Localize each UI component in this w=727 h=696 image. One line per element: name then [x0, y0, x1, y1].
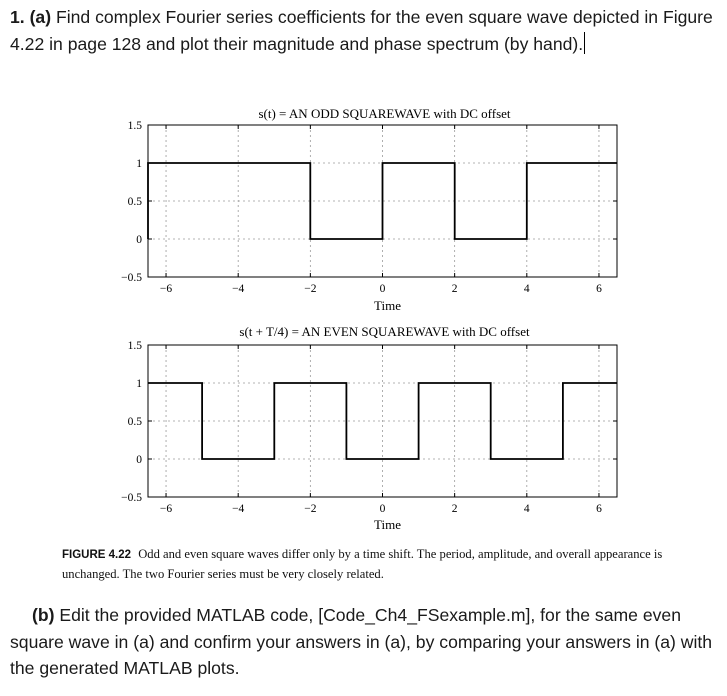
- y-tick-label: 0: [136, 454, 142, 466]
- question-1b-text: Edit the provided MATLAB code, [Code_Ch4_FSexample.m], for the same even square wave in (a) and confirm your answers in (a), by comparing your answers in (a) with the generated MATLAB plots.: [10, 605, 713, 678]
- y-tick-label: 1.5: [127, 340, 142, 352]
- x-tick-label: 4: [523, 503, 530, 515]
- x-tick-label: −6: [159, 283, 173, 295]
- x-tick-label: −4: [232, 503, 245, 515]
- chart-title: s(t) = AN ODD SQUAREWAVE with DC offset: [258, 106, 511, 121]
- x-tick-label: 0: [379, 283, 386, 295]
- figure-caption-text: Odd and even square waves differ only by a time shift. The period, amplitude, and overall appearance is unchanged. The two Fourier series must be very closely related.: [62, 547, 663, 581]
- figure-caption: [62, 545, 672, 583]
- x-tick-label: −6: [159, 503, 173, 515]
- question-1a-text: Find complex Fourier series coefficients for the even square wave depicted in Figure 4.22 in page 128 and plot their magnitude and phase spectrum (by hand).: [10, 7, 713, 54]
- x-tick-label: −2: [304, 283, 317, 295]
- x-tick-label: 6: [596, 283, 602, 295]
- odd-squarewave-chart: [121, 106, 617, 313]
- x-tick-label: 6: [596, 503, 602, 515]
- chart-title: s(t + T/4) = AN EVEN SQUAREWAVE with DC offset: [239, 324, 530, 339]
- y-tick-label: 1.5: [127, 120, 142, 132]
- y-tick-label: −0.5: [121, 492, 142, 504]
- question-1b: [10, 602, 722, 682]
- y-tick-label: 1: [136, 378, 142, 390]
- x-axis-label: Time: [374, 517, 401, 532]
- x-tick-label: −2: [304, 503, 317, 515]
- y-tick-label: 0.5: [127, 416, 142, 428]
- x-tick-label: 4: [523, 283, 530, 295]
- x-tick-label: 2: [451, 503, 458, 515]
- x-axis-label: Time: [374, 298, 401, 313]
- y-tick-label: 1: [136, 158, 142, 170]
- y-tick-label: 0.5: [127, 196, 142, 208]
- question-part-b-label: (b): [32, 605, 55, 625]
- y-tick-label: 0: [136, 234, 142, 246]
- figure-caption-label: FIGURE 4.22: [62, 549, 132, 561]
- x-tick-label: 2: [451, 283, 458, 295]
- x-tick-label: 0: [379, 503, 386, 515]
- question-number: 1.: [10, 7, 25, 27]
- even-squarewave-chart: [121, 324, 617, 532]
- y-tick-label: −0.5: [121, 272, 142, 284]
- question-part-a-label: (a): [29, 7, 52, 27]
- x-tick-label: −4: [232, 283, 245, 295]
